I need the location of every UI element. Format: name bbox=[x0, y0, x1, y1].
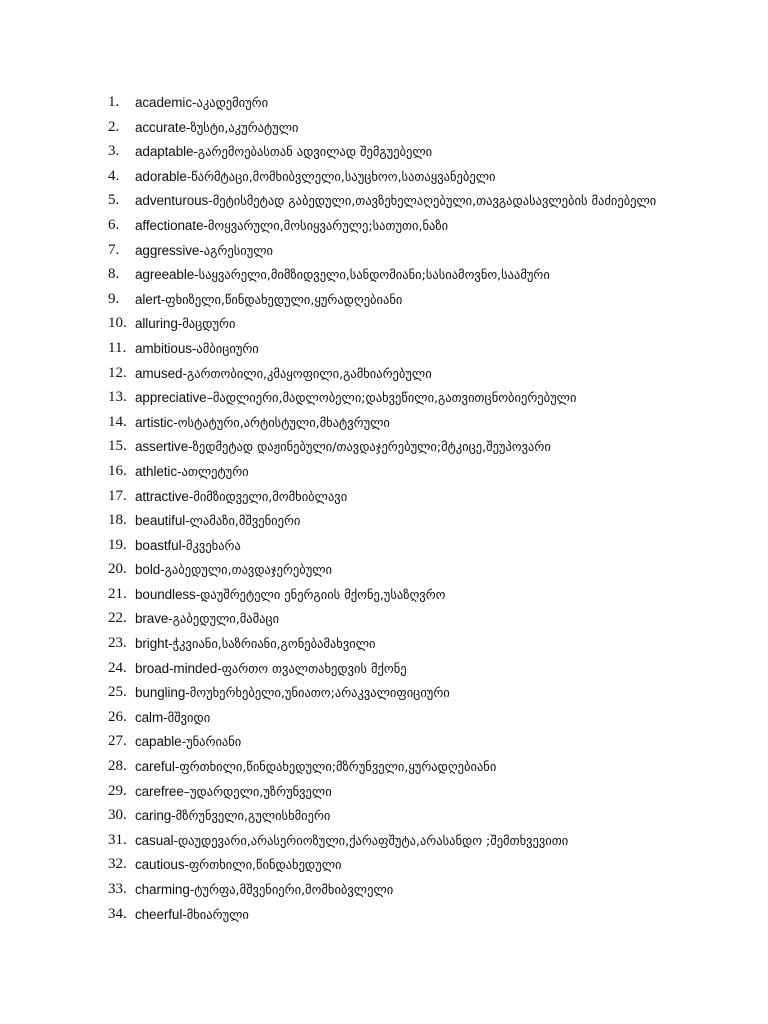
georgian-translation: -ტურფა,მშვენიერი,მომხიბვლელი bbox=[189, 882, 394, 897]
item-number: 14. bbox=[108, 413, 127, 430]
english-term: casual bbox=[135, 832, 174, 848]
item-number: 1. bbox=[108, 94, 120, 110]
item-text bbox=[135, 288, 668, 313]
item-number: 10. bbox=[108, 315, 127, 332]
item-text bbox=[135, 509, 668, 534]
georgian-translation: –მადლიერი,მადლობელი;დახვეწილი,გათვითცნობიერებული bbox=[206, 390, 577, 406]
item-number: 22. bbox=[108, 610, 127, 627]
english-term: capable bbox=[135, 734, 182, 750]
list-item bbox=[108, 681, 668, 706]
item-text bbox=[135, 558, 668, 583]
list-item bbox=[108, 730, 668, 755]
english-term: boastful bbox=[135, 537, 182, 553]
georgian-translation: -ამბიციური bbox=[191, 340, 259, 356]
georgian-translation: -მშვიდი bbox=[163, 709, 211, 725]
english-term: bungling bbox=[135, 685, 186, 701]
item-text bbox=[135, 829, 668, 854]
item-number: 21. bbox=[108, 585, 127, 602]
item-text bbox=[135, 362, 668, 387]
item-text bbox=[135, 386, 668, 411]
item-text bbox=[135, 657, 668, 682]
item-number: 18. bbox=[108, 512, 127, 529]
item-number: 34. bbox=[108, 905, 127, 922]
list-item bbox=[108, 853, 668, 878]
item-text bbox=[135, 239, 668, 264]
item-text bbox=[135, 706, 668, 731]
item-text bbox=[135, 140, 668, 165]
georgian-translation: -ოსტატური,არტისტული,მხატვრული bbox=[173, 414, 390, 430]
item-text bbox=[135, 214, 668, 239]
list-item bbox=[108, 435, 668, 460]
english-term: ambitious bbox=[135, 340, 192, 356]
item-text bbox=[135, 730, 668, 755]
item-text bbox=[135, 337, 668, 362]
item-number: 9. bbox=[108, 290, 120, 307]
item-number: 15. bbox=[108, 438, 127, 455]
item-number: 17. bbox=[108, 487, 127, 504]
english-term: bright bbox=[135, 636, 169, 652]
item-number: 2. bbox=[108, 118, 120, 135]
georgian-translation: -ჭკვიანი,საზრიანი,გონებამახვილი bbox=[168, 636, 376, 652]
item-number: 4. bbox=[108, 167, 120, 184]
list-item bbox=[108, 362, 668, 387]
english-term: adaptable bbox=[135, 144, 194, 160]
list-item bbox=[108, 485, 668, 510]
list-item bbox=[108, 91, 668, 116]
item-text bbox=[135, 460, 668, 485]
list-item bbox=[108, 804, 668, 829]
item-number: 5. bbox=[108, 192, 120, 209]
english-term: affectionate bbox=[135, 217, 204, 233]
list-item bbox=[108, 140, 668, 165]
list-item bbox=[108, 755, 668, 780]
list-item bbox=[108, 165, 668, 190]
georgian-translation: -საყვარელი,მიმზიდველი,სანდომიანი;სასიამოვნო,საამური bbox=[194, 267, 550, 283]
vocabulary-list bbox=[108, 91, 668, 927]
list-item bbox=[108, 312, 668, 337]
item-text bbox=[135, 583, 668, 608]
georgian-translation: -მხიარული bbox=[182, 906, 249, 922]
item-text bbox=[135, 755, 668, 780]
list-item bbox=[108, 239, 668, 264]
item-text bbox=[135, 804, 668, 829]
item-number: 30. bbox=[108, 807, 127, 824]
georgian-translation: -გართობილი,კმაყოფილი,გამხიარებული bbox=[182, 365, 432, 381]
georgian-translation: -მოყვარული,მოსიყვარულე;სათუთი,ნაზი bbox=[203, 217, 449, 233]
list-item bbox=[108, 214, 668, 239]
georgian-translation: -აგრესიული bbox=[199, 242, 274, 258]
georgian-translation: -გაბედული,თავდაჯერებული bbox=[160, 562, 332, 578]
english-term: academic bbox=[135, 95, 192, 110]
georgian-translation: -გარემოებასთან ადვილად შემგუებელი bbox=[193, 144, 433, 160]
english-term: accurate bbox=[135, 119, 186, 135]
georgian-translation: -მოუხერხებელი,უნიათო;არაკვალიფიციური bbox=[185, 685, 450, 701]
item-text bbox=[135, 312, 668, 337]
item-number: 25. bbox=[108, 684, 127, 701]
item-text bbox=[135, 607, 668, 632]
english-term: caring bbox=[135, 808, 172, 824]
english-term: assertive bbox=[135, 439, 189, 455]
list-item bbox=[108, 583, 668, 608]
list-item bbox=[108, 411, 668, 436]
english-term: appreciative bbox=[135, 390, 207, 406]
english-term: beautiful bbox=[135, 513, 186, 529]
item-text bbox=[135, 411, 668, 436]
list-item bbox=[108, 657, 668, 682]
item-text bbox=[135, 263, 668, 288]
item-number: 13. bbox=[108, 389, 127, 406]
item-number: 6. bbox=[108, 216, 120, 233]
english-term: athletic bbox=[135, 463, 177, 479]
item-number: 3. bbox=[108, 143, 120, 160]
list-item bbox=[108, 780, 668, 805]
list-item bbox=[108, 189, 668, 214]
item-number: 24. bbox=[108, 659, 127, 676]
item-number: 12. bbox=[108, 364, 127, 381]
english-term: bold bbox=[135, 562, 161, 578]
english-term: alluring bbox=[135, 316, 178, 332]
list-item bbox=[108, 829, 668, 854]
list-item bbox=[108, 632, 668, 657]
english-term: alert bbox=[135, 291, 161, 307]
list-item bbox=[108, 386, 668, 411]
georgian-translation: -ზედმეტად დაჟინებული/თავდაჯერებული;მტკიცე,შეუპოვარი bbox=[188, 439, 551, 455]
english-term: adventurous bbox=[135, 193, 209, 209]
english-term: broad-minded bbox=[135, 660, 218, 676]
list-item bbox=[108, 460, 668, 485]
list-item bbox=[108, 116, 668, 141]
georgian-translation: -დაუშრეტელი ენერგიის მქონე,უსაზღვრო bbox=[195, 586, 446, 602]
georgian-translation: -მიმზიდველი,მომხიბლავი bbox=[188, 488, 348, 504]
list-item bbox=[108, 288, 668, 313]
english-term: charming bbox=[135, 882, 190, 897]
item-text bbox=[135, 903, 668, 928]
georgian-translation: -ფრთხილი,წინდახედული;მზრუნველი,ყურადღებიანი bbox=[174, 759, 497, 775]
item-text bbox=[135, 116, 668, 141]
list-item bbox=[108, 534, 668, 559]
list-item bbox=[108, 878, 668, 903]
list-item bbox=[108, 337, 668, 362]
english-term: attractive bbox=[135, 488, 189, 504]
list-item bbox=[108, 558, 668, 583]
list-item bbox=[108, 706, 668, 731]
item-number: 31. bbox=[108, 831, 127, 848]
item-text bbox=[135, 165, 668, 190]
item-number: 19. bbox=[108, 536, 127, 553]
english-term: amused bbox=[135, 365, 183, 381]
item-number: 29. bbox=[108, 782, 127, 799]
item-text bbox=[135, 853, 668, 878]
georgian-translation: -აკადემიური bbox=[191, 95, 269, 110]
georgian-translation: -ფხიზელი,წინდახედული,ყურადღებიანი bbox=[160, 291, 403, 307]
english-term: aggressive bbox=[135, 242, 200, 258]
item-number: 7. bbox=[108, 241, 120, 258]
list-item bbox=[108, 509, 668, 534]
item-text bbox=[135, 780, 668, 805]
georgian-translation: -მაცდური bbox=[177, 316, 236, 332]
item-text bbox=[135, 485, 668, 510]
georgian-translation: -წარმტაცი,მომხიბვლელი,საუცხოო,სათაყვანებელი bbox=[186, 168, 496, 184]
item-text bbox=[135, 189, 668, 214]
item-number: 32. bbox=[108, 856, 127, 873]
item-number: 20. bbox=[108, 561, 127, 578]
item-text bbox=[135, 91, 668, 116]
item-number: 11. bbox=[108, 339, 127, 356]
georgian-translation: -მზრუნველი,გულისხმიერი bbox=[171, 808, 331, 824]
item-number: 27. bbox=[108, 733, 127, 750]
georgian-translation: -გაბედული,მამაცი bbox=[168, 611, 280, 627]
english-term: brave bbox=[135, 611, 169, 627]
english-term: carefree bbox=[135, 783, 184, 799]
item-text bbox=[135, 435, 668, 460]
item-number: 16. bbox=[108, 462, 127, 479]
english-term: cheerful bbox=[135, 906, 183, 922]
english-term: agreeable bbox=[135, 267, 195, 283]
georgian-translation: -ზუსტი,აკურატული bbox=[185, 119, 299, 135]
item-text bbox=[135, 632, 668, 657]
english-term: calm bbox=[135, 709, 164, 725]
georgian-translation: -დაუდევარი,არასერიოზული,ქარაფშუტა,არასანდო ;შემთხვევითი bbox=[173, 832, 569, 848]
georgian-translation: -მკვეხარა bbox=[181, 537, 241, 553]
georgian-translation: -უნარიანი bbox=[181, 734, 242, 750]
item-text bbox=[135, 681, 668, 706]
georgian-translation: -მეტისმეტად გაბედული,თავზეხელაღებული,თავგადასავლების მაძიებელი bbox=[208, 193, 657, 209]
georgian-translation: -ათლეტური bbox=[176, 463, 249, 479]
english-term: artistic bbox=[135, 414, 174, 430]
georgian-translation: –უდარდელი,უზრუნველი bbox=[183, 783, 332, 799]
item-number: 23. bbox=[108, 635, 127, 652]
item-number: 8. bbox=[108, 266, 120, 283]
item-number: 26. bbox=[108, 708, 127, 725]
english-term: boundless bbox=[135, 586, 196, 602]
item-text bbox=[135, 534, 668, 559]
georgian-translation: -ფართო თვალთახედვის მქონე bbox=[217, 660, 407, 676]
english-term: adorable bbox=[135, 168, 187, 184]
georgian-translation: -ფრთხილი,წინდახედული bbox=[184, 857, 342, 873]
item-text bbox=[135, 878, 668, 903]
list-item bbox=[108, 607, 668, 632]
list-item bbox=[108, 263, 668, 288]
list-item bbox=[108, 903, 668, 928]
english-term: cautious bbox=[135, 857, 185, 873]
item-number: 33. bbox=[108, 881, 127, 897]
english-term: careful bbox=[135, 759, 175, 775]
georgian-translation: -ლამაზი,მშვენიერი bbox=[185, 513, 301, 529]
item-number: 28. bbox=[108, 758, 127, 775]
